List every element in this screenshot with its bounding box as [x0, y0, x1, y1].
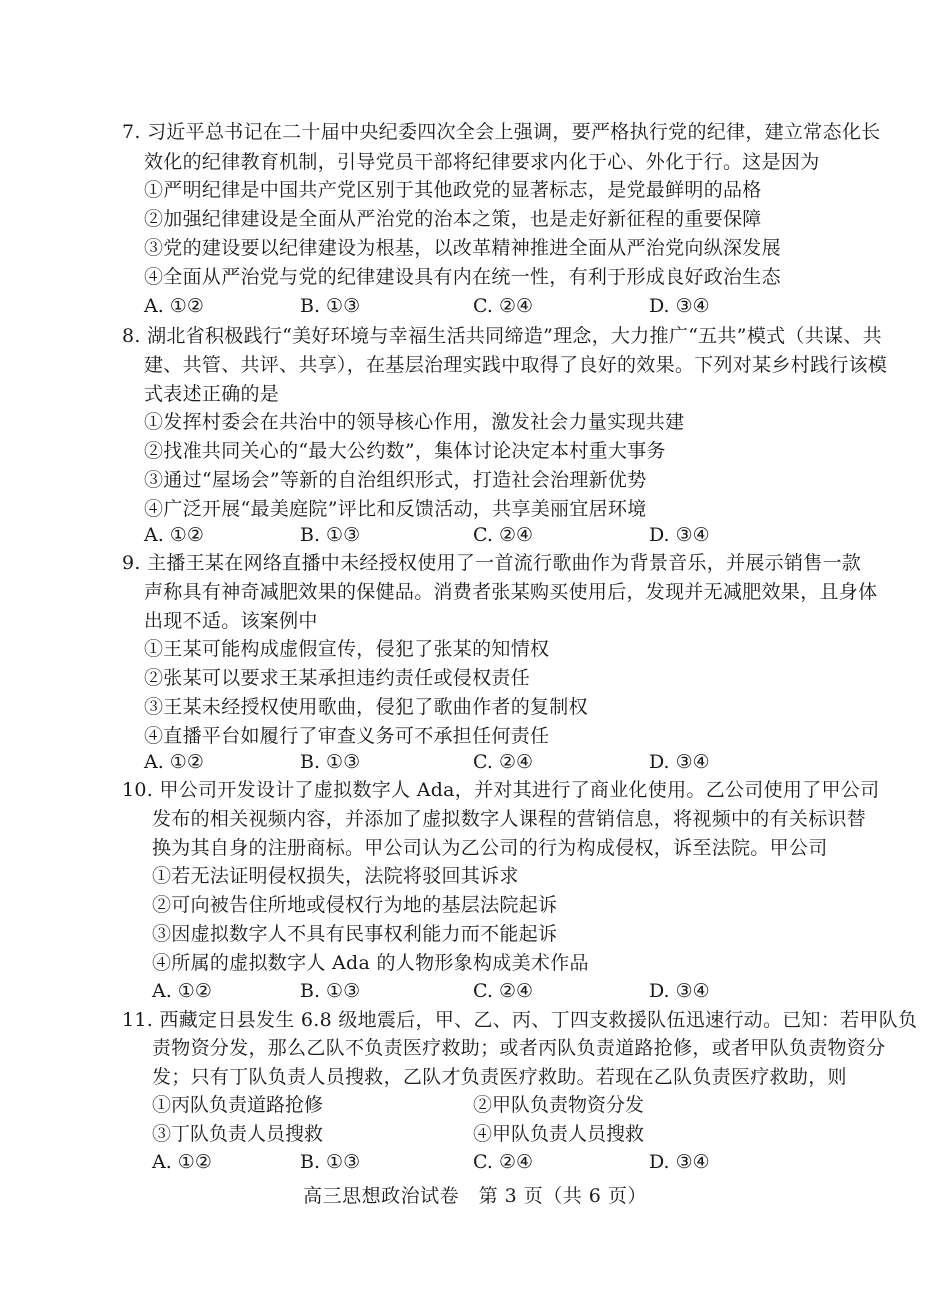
q11-choice-c: C. ②④ — [473, 1151, 534, 1173]
q9-option-2: ②张某可以要求王某承担违约责任或侵权责任 — [144, 667, 531, 689]
q8-choice-c: C. ②④ — [473, 524, 534, 546]
q10-option-4: ④所属的虚拟数字人 Ada 的人物形象构成美术作品 — [152, 952, 589, 974]
q8-option-3: ③通过“屋场会”等新的自治组织形式，打造社会治理新优势 — [144, 469, 647, 491]
q9-choice-c: C. ②④ — [473, 751, 534, 773]
q10-option-2: ②可向被告住所地或侵权行为地的基层法院起诉 — [152, 894, 558, 916]
q7-choice-c: C. ②④ — [473, 295, 534, 317]
q10-choice-b: B. ①③ — [300, 980, 361, 1002]
q10-choice-c: C. ②④ — [473, 980, 534, 1002]
q9-option-3: ③王某未经授权使用歌曲，侵犯了歌曲作者的复制权 — [144, 696, 588, 718]
q7-option-3: ③党的建设要以纪律建设为根基，以改革精神推进全面从严治党向纵深发展 — [144, 237, 781, 259]
q9-stem-line-2: 声称具有神奇减肥效果的保健品。消费者张某购买使用后，发现并无减肥效果，且身体 — [144, 581, 878, 603]
q10-stem-line-1: 10. 甲公司开发设计了虚拟数字人 Ada，并对其进行了商业化使用。乙公司使用了甲公司 — [122, 779, 880, 801]
q7-choice-d: D. ③④ — [649, 295, 710, 317]
q10-stem-line-3: 换为其自身的注册商标。甲公司认为乙公司的行为构成侵权，诉至法院。甲公司 — [152, 837, 828, 859]
q8-stem-line-2: 建、共管、共评、共享），在基层治理实践中取得了良好的效果。下列对某乡村践行该模 — [144, 354, 888, 376]
q9-stem-line-3: 出现不适。该案例中 — [144, 610, 318, 632]
page-footer: 高三思想政治试卷 第 3 页（共 6 页） — [303, 1185, 647, 1207]
q9-option-1: ①王某可能构成虚假宣传，侵犯了张某的知情权 — [144, 638, 550, 660]
q8-choice-a: A. ①② — [144, 524, 204, 546]
q11-option-3: ③丁队负责人员搜救 — [152, 1123, 324, 1145]
q11-stem-line-2: 责物资分发，那么乙队不负责医疗救助；或者丙队负责道路抢修，或者甲队负责物资分 — [152, 1037, 886, 1059]
q7-option-4: ④全面从严治党与党的纪律建设具有内在统一性，有利于形成良好政治生态 — [144, 266, 781, 288]
q10-option-1: ①若无法证明侵权损失，法院将驳回其诉求 — [152, 865, 519, 887]
q7-option-1: ①严明纪律是中国共产党区别于其他政党的显著标志，是党最鲜明的品格 — [144, 179, 762, 201]
q11-choice-b: B. ①③ — [300, 1151, 361, 1173]
q8-stem-line-3: 式表述正确的是 — [144, 383, 280, 405]
q10-choice-a: A. ①② — [152, 980, 212, 1002]
q7-stem-line-2: 效化的纪律教育机制，引导党员干部将纪律要求内化于心、外化于行。这是因为 — [144, 151, 820, 173]
q11-option-4: ④甲队负责人员搜救 — [473, 1123, 645, 1145]
q8-choice-d: D. ③④ — [649, 524, 710, 546]
q10-option-3: ③因虚拟数字人不具有民事权利能力而不能起诉 — [152, 923, 558, 945]
q11-stem-line-3: 发；只有丁队负责人员搜救，乙队才负责医疗救助。若现在乙队负责医疗救助，则 — [152, 1066, 847, 1088]
q8-option-2: ②找准共同关心的“最大公约数”，集体讨论决定本村重大事务 — [144, 440, 666, 462]
q8-stem-line-1: 8. 湖北省积极践行“美好环境与幸福生活共同缔造”理念，大力推广“五共”模式（共谋、共 — [122, 325, 882, 347]
q9-choice-a: A. ①② — [144, 751, 204, 773]
q9-stem-line-1: 9. 主播王某在网络直播中未经授权使用了一首流行歌曲作为背景音乐，并展示销售一款 — [122, 552, 862, 574]
q11-option-2: ②甲队负责物资分发 — [473, 1094, 645, 1116]
q7-choice-b: B. ①③ — [300, 295, 361, 317]
q7-option-2: ②加强纪律建设是全面从严治党的治本之策，也是走好新征程的重要保障 — [144, 208, 762, 230]
q11-stem-line-1: 11. 西藏定日县发生 6.8 级地震后，甲、乙、丙、丁四支救援队伍迅速行动。已知：若甲队负 — [122, 1009, 918, 1031]
q9-choice-b: B. ①③ — [300, 751, 361, 773]
q8-choice-b: B. ①③ — [300, 524, 361, 546]
q8-option-1: ①发挥村委会在共治中的领导核心作用，激发社会力量实现共建 — [144, 411, 685, 433]
q9-choice-d: D. ③④ — [649, 751, 710, 773]
q10-choice-d: D. ③④ — [649, 980, 710, 1002]
q9-option-4: ④直播平台如履行了审查义务可不承担任何责任 — [144, 725, 550, 747]
q7-stem-line-1: 7. 习近平总书记在二十届中央纪委四次全会上强调，要严格执行党的纪律，建立常态化长 — [122, 121, 881, 143]
q8-option-4: ④广泛开展“最美庭院”评比和反馈活动，共享美丽宜居环境 — [144, 498, 647, 520]
q11-option-1: ①丙队负责道路抢修 — [152, 1094, 324, 1116]
q7-choice-a: A. ①② — [144, 295, 204, 317]
q10-stem-line-2: 发布的相关视频内容，并添加了虚拟数字人课程的营销信息，将视频中的有关标识替 — [152, 808, 867, 830]
q11-choice-d: D. ③④ — [649, 1151, 710, 1173]
q11-choice-a: A. ①② — [152, 1151, 212, 1173]
